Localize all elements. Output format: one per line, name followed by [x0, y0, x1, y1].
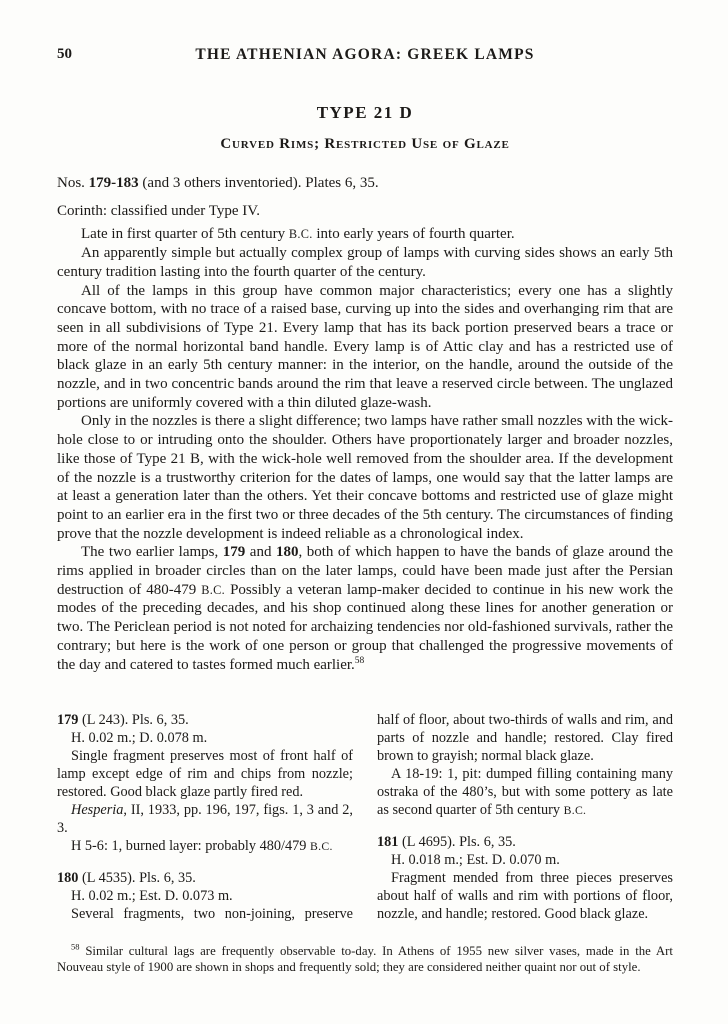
catalog-left-column — [57, 711, 353, 923]
dating-line — [57, 225, 673, 244]
paragraph-overview: An apparently simple but actually complex group of lamps with curving sides shows an early 5th century tradition lasting into the fourth quarter of the century. — [57, 245, 673, 280]
entry-180-heading — [57, 869, 353, 887]
hesperia-journal-title: Hesperia — [71, 802, 124, 818]
entry-179-heading — [57, 711, 353, 729]
entry-179-reference — [57, 801, 353, 837]
p4-pre: The two earlier lamps, — [81, 544, 223, 561]
entry-179-context-text: H 5-6: 1, burned layer: probably 480/479 — [71, 838, 311, 854]
entry-180-context-text: A 18-19: 1, pit: dumped filling containing many ostraka of the 480’s, but with some pottery as late as second quarter of 5th century — [377, 766, 673, 818]
lamp-number-179: 179 — [222, 544, 246, 561]
main-text-block — [57, 174, 673, 674]
footnote-58 — [57, 941, 673, 976]
footnote-58-marker: 58 — [71, 941, 80, 952]
footnote-reference-58: 58 — [354, 655, 365, 666]
entry-180-head-rest: (L 4535). Pls. 6, 35. — [78, 870, 196, 886]
entry-180-description-continued: half of floor, about two-thirds of walls and rim, and parts of nozzle and handle; restored. Clay fired brown to grayish; normal black glaze. — [377, 712, 673, 764]
entry-181-number: 181 — [377, 834, 399, 850]
footnote-58-text: Similar cultural lags are frequently observable to-day. In Athens of 1955 new silver vases, made in the Art Nouveau style of 1900 are shown in shops and frequently sold; they are considered neither quaint nor out of style. — [57, 944, 673, 974]
bc-abbrev: B.C. — [201, 582, 226, 597]
entry-181-head-rest: (L 4695). Pls. 6, 35. — [398, 834, 516, 850]
paragraph-nozzles: Only in the nozzles is there a slight difference; two lamps have rather small nozzles with the wick-hole close to or intruding onto the shoulder. Others have proportionately larger and broader nozzles, like those of Type 21 B, with the wick-hole well removed from the shoulder area. If the development of the nozzle is a trustworthy criterion for the dates of lamps, one would say that the latter lamps are at least a generation later than the others. Yet their concave bottoms and restricted use of glaze might point to an earlier era in the first two or three decades of the 5th century. The circumstances of finding prove that the nozzle development is indeed reliable as a chronological index. — [57, 413, 673, 542]
paragraph-earlier-lamps — [57, 543, 673, 674]
catalog-number-range: 179-183 — [88, 175, 139, 191]
bc-abbrev: B.C. — [310, 840, 333, 853]
entry-181-heading — [377, 833, 673, 851]
entry-179-number: 179 — [57, 712, 79, 728]
section-title: TYPE 21 D — [316, 103, 414, 122]
dating-text: Late in first quarter of 5th century — [81, 226, 289, 243]
dating-text-end: into early years of fourth quarter. — [312, 226, 515, 243]
catalog-numbers-line — [57, 174, 673, 193]
entry-180-context — [377, 765, 673, 820]
catalog-right-column — [377, 711, 673, 923]
section-subtitle: Curved Rims; Restricted Use of Glaze — [220, 136, 510, 152]
entry-181-description: Fragment mended from three pieces preserves about half of walls and rim with portions of floor, nozzle, and handle; restored. Good black glaze. — [377, 870, 673, 922]
p4-mid1: and — [245, 544, 276, 561]
page-number: 50 — [57, 46, 72, 62]
entry-179-reference-rest: , II, 1933, pp. 196, 197, figs. 1, 3 and 2, 3. — [57, 802, 353, 836]
entry-179-context — [57, 837, 353, 856]
entry-179-description: Single fragment preserves most of front half of lamp except edge of rim and chips from nozzle; restored. Good black glaze partly fired red. — [57, 748, 353, 800]
paragraph-characteristics: All of the lamps in this group have common major characteristics; every one has a slightly concave bottom, with no trace of a raised base, curving up into the sides and overhanging rim that are seen in all subdivisions of Type 21. Every lamp that has its back portion preserved bears a trace or more of the normal horizontal band handle. Every lamp is of Attic clay and has a restricted use of black glaze in an early 5th century manner: in the interior, on the handle, around the outside of the nozzle, and in two concentric bands around the rim that leave a reserved circle between. The unglazed portions are uniformly covered with a thin diluted glaze-wash. — [57, 282, 673, 411]
bc-abbrev: B.C. — [288, 227, 313, 242]
p4-post: Possibly a veteran lamp-maker decided to continue in his new work the modes of the preceding decades, and his shop continued along these lines for another generation or two. The Periclean period is not noted for archaizing tendencies nor old-fashioned survivals, rather the contrary; but here is the work of one person or group that challenged the progressive movements of the day and catered to tastes formed much earlier. — [57, 581, 673, 673]
corinth-classification-line: Corinth: classified under Type IV. — [57, 202, 260, 219]
running-title: THE ATHENIAN AGORA: GREEK LAMPS — [195, 46, 535, 63]
p4-mid2: , both of which happen to have the bands of glaze around the rims applied in broader circles than on the later lamps, could have been made just after the Persian destruction of 480-479 — [57, 544, 673, 598]
lamp-number-180: 180 — [275, 544, 299, 561]
catalog-section — [57, 711, 673, 923]
nos-prefix: Nos. — [57, 175, 89, 191]
running-header — [57, 46, 673, 66]
entry-181-dimensions: H. 0.018 m.; Est. D. 0.070 m. — [391, 852, 560, 868]
entry-180-number: 180 — [57, 870, 79, 886]
bc-abbrev: B.C. — [563, 804, 587, 817]
entry-179-head-rest: (L 243). Pls. 6, 35. — [78, 712, 189, 728]
footnote-block — [57, 941, 673, 976]
entry-180-description-start: Several fragments, two non-joining, preserve — [71, 906, 353, 922]
entry-180-dimensions: H. 0.02 m.; Est. D. 0.073 m. — [71, 888, 233, 904]
nos-rest: (and 3 others inventoried). Plates 6, 35. — [138, 175, 379, 191]
entry-179-dimensions: H. 0.02 m.; D. 0.078 m. — [71, 730, 208, 746]
